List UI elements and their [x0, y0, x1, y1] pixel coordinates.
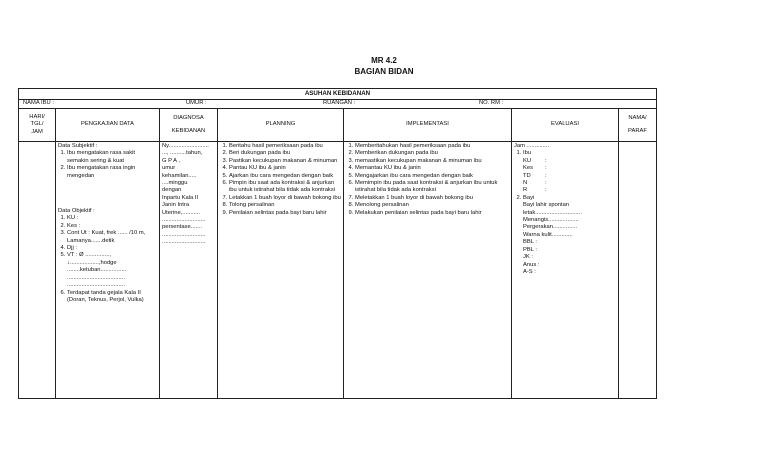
nama-ibu-label: NAMA IBU : [23, 100, 54, 106]
list-item: 3. memastikan kecukupan makanan & minuman ibu [355, 158, 509, 165]
list-item: 4. Pantau KU ibu & janin [229, 165, 341, 172]
patient-info-row [21, 100, 656, 108]
evaluasi-cell [512, 142, 619, 399]
list-item: 4. Memantau KU ibu & janin [355, 165, 509, 172]
ruangan-label: RUANGAN : [323, 100, 356, 106]
col-implementasi: IMPLEMENTASI [344, 109, 512, 142]
list-item: 9. Penilaian selintas pada bayi baru lahir [229, 210, 341, 217]
list-item: 1. KU : [67, 215, 157, 222]
form-subtitle: BAGIAN BIDAN [354, 67, 414, 76]
asuhan-table [18, 88, 657, 399]
implementasi-cell [344, 142, 512, 399]
list-item: 7. Letakkan 1 buah loyor di bawah bokong ibu [229, 195, 341, 202]
list-item: 1. Beritahu hasil pemeriksaan pada ibu [229, 143, 341, 150]
objektif-title: Data Objektif : [58, 208, 95, 215]
list-item: 5. Mengajarkan ibu cara mengedan dengan baik [355, 173, 509, 180]
list-item: 3. Cont Ut : Kuat, frek ...... /10 m, Lamanya.......detik [67, 230, 157, 245]
diagnosa-cell: Ny......................... ..., ..........tahun, G P A , umur kehamilan..... ....minggu dengan Inpartu Kala II Janin Intra Uterine,........... ........................... persentase....... ........................... ........................... [160, 142, 218, 399]
umur-label: UMUR : [186, 100, 207, 106]
col-nama-paraf: NAMA/ PARAF [619, 109, 657, 142]
evaluasi-ibu: 1. Ibu KU : Kes : TD : N : R : [523, 150, 616, 194]
subjektif-title: Data Subjektif : [58, 143, 98, 149]
col-pengkajian: PENGKAJIAN DATA [56, 109, 160, 142]
list-item: 6. Memimpin ibu pada saat kontraksi & anjurkan ibu untuk istirahat bila tidak ada kontraksi [355, 180, 509, 195]
list-item: 2. Ibu mengatakan rasa ingin mengedan [67, 165, 157, 180]
planning-cell [218, 142, 344, 399]
evaluasi-bayi: 2. Bayi Bayi lahir spontan letak............................. Menangis................... Pergerakan............... Warna kulit............. BBL : PBL : JK : Anus : A-S : [523, 195, 616, 276]
list-item: 5. VT : Ø ..............., ↓..................,hodge ........ketuban................ .................................... .................................... [67, 252, 157, 289]
list-item: 7. Meletakkan 1 buah loyor di bawah bokong ibu [355, 195, 509, 202]
list-item: 6. Terdapat tanda gejala Kala II (Doran, Teknus, Perjol, Vulka) [67, 290, 157, 305]
col-planning: PLANNING [218, 109, 344, 142]
list-item: 3. Pastikan kecukupan makanan & minuman [229, 158, 341, 165]
list-item: 1. Memberitahukan hasil pemeriksaan pada ibu [355, 143, 509, 150]
table-title: ASUHAN KEBIDANAN [19, 89, 657, 100]
list-item: 4. Djj : [67, 245, 157, 252]
form-code: MR 4.2 [371, 56, 397, 65]
list-item: 8. Tolong persalinan [229, 202, 341, 209]
hari-cell[interactable] [19, 142, 56, 399]
list-item: 8. Menolong persalinan [355, 202, 509, 209]
no-rm-label: NO. RM : [479, 100, 504, 106]
nama-paraf-cell[interactable] [619, 142, 657, 399]
col-hari: HARI/ TGL/ JAM [19, 109, 56, 142]
list-item: 1. Ibu mengatakan rasa sakit semakin sering & kuat [67, 150, 157, 165]
col-diagnosa: DIAGNOSA KEBIDANAN [160, 109, 218, 142]
list-item: 2. Beri dukungan pada ibu [229, 150, 341, 157]
col-evaluasi: EVALUASI [512, 109, 619, 142]
pengkajian-cell [56, 142, 160, 399]
list-item: 6. Pimpin ibu saat ada kontraksi & anjurkan ibu untuk istirahat bila tidak ada kontraksi [229, 180, 341, 195]
list-item: 5. Ajarkan ibu cara mengedan dengan baik [229, 173, 341, 180]
list-item: 2. Memberikan dukungan pada ibu [355, 150, 509, 157]
list-item: 9. Melakukan penilaian selintas pada bayi baru lahir [355, 210, 509, 217]
list-item: 2. Kes : [67, 223, 157, 230]
evaluasi-jam: Jam .............. [514, 143, 550, 149]
